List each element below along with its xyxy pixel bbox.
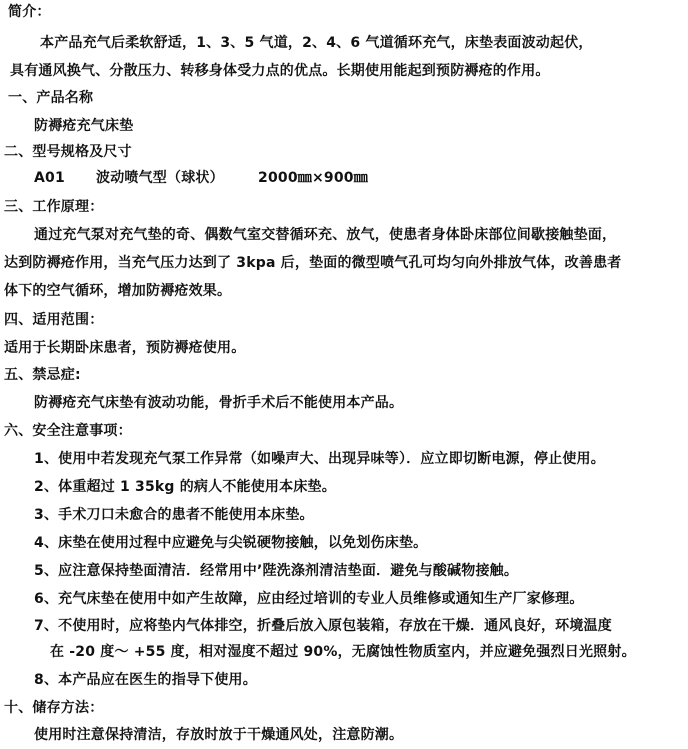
- safety-item: 2、体重超过 1 35kg 的病人不能使用本床垫。: [34, 479, 336, 495]
- safety-item: 8、本产品应在医生的指导下使用。: [34, 672, 257, 688]
- section-3-line-2: 达到防褥疮作用，当充气压力达到了 3kpa 后，垫面的微型喷气孔可均匀向外排放气体，改善患者: [4, 255, 622, 271]
- section-4-heading: 四、适用范围：: [4, 312, 104, 328]
- section-10-body: 使用时注意保持清洁，存放时放于干燥通风处，注意防潮。: [34, 727, 404, 743]
- section-3-line-3: 体下的空气循环，增加防褥疮效果。: [4, 283, 232, 299]
- safety-item: 1、使用中若发现充气泵工作异常（如噪声大、出现异味等）．应立即切断电源，停止使用。: [34, 451, 605, 467]
- section-5-heading: 五、禁忌症:: [4, 367, 81, 383]
- section-5-body: 防褥疮充气床垫有波动功能，骨折手术后不能使用本产品。: [34, 395, 404, 411]
- safety-item-continuation: 在 -20 度～ +55 度，相对湿度不超过 90%，无腐蚀性物质室内，并应避免强烈日光照射。: [50, 644, 636, 660]
- section-2-type: 波动喷气型（球状）: [96, 170, 224, 186]
- section-6-heading: 六、安全注意事项：: [4, 423, 132, 439]
- intro-heading: 简介：: [8, 4, 51, 20]
- section-1-body: 防褥疮充气床垫: [34, 118, 134, 134]
- safety-item: 7、不使用时，应将垫内气体排空，折叠后放入原包装箱，存放在干燥．通风良好，环境温度: [34, 618, 612, 634]
- safety-item: 6、充气床垫在使用中如产生故障，应由经过培训的专业人员维修或通知生产厂家修理。: [34, 591, 584, 607]
- section-10-heading: 十、储存方法：: [4, 700, 104, 716]
- section-1-heading: 一、产品名称: [8, 90, 94, 106]
- section-4-body: 适用于长期卧床患者，预防褥疮使用。: [4, 340, 246, 356]
- section-3-line-1: 通过充气泵对充气垫的奇、偶数气室交替循环充、放气，使患者身体卧床部位间歇接触垫面，: [34, 227, 617, 243]
- safety-item: 5、应注意保持垫面清洁．经常用中’陛洗涤剂清洁垫面．避免与酸碱物接触。: [34, 563, 519, 579]
- safety-item: 4、床垫在使用过程中应避免与尖锐硬物接触，以免划伤床垫。: [34, 535, 428, 551]
- section-2-heading: 二、型号规格及尺寸: [4, 144, 132, 160]
- section-3-heading: 三、工作原理：: [4, 199, 104, 215]
- section-2-model: A01: [34, 170, 65, 186]
- section-2-size: 2000㎜×900㎜: [258, 170, 368, 186]
- intro-line-1: 本产品充气后柔软舒适，1、3、5 气道，2、4、6 气道循环充气，床垫表面波动起伏，: [40, 35, 593, 51]
- safety-item: 3、手术刀口未愈合的患者不能使用本床垫。: [34, 507, 314, 523]
- intro-line-2: 具有通风换气、分散压力、转移身体受力点的优点。长期使用能起到预防褥疮的作用。: [10, 63, 550, 79]
